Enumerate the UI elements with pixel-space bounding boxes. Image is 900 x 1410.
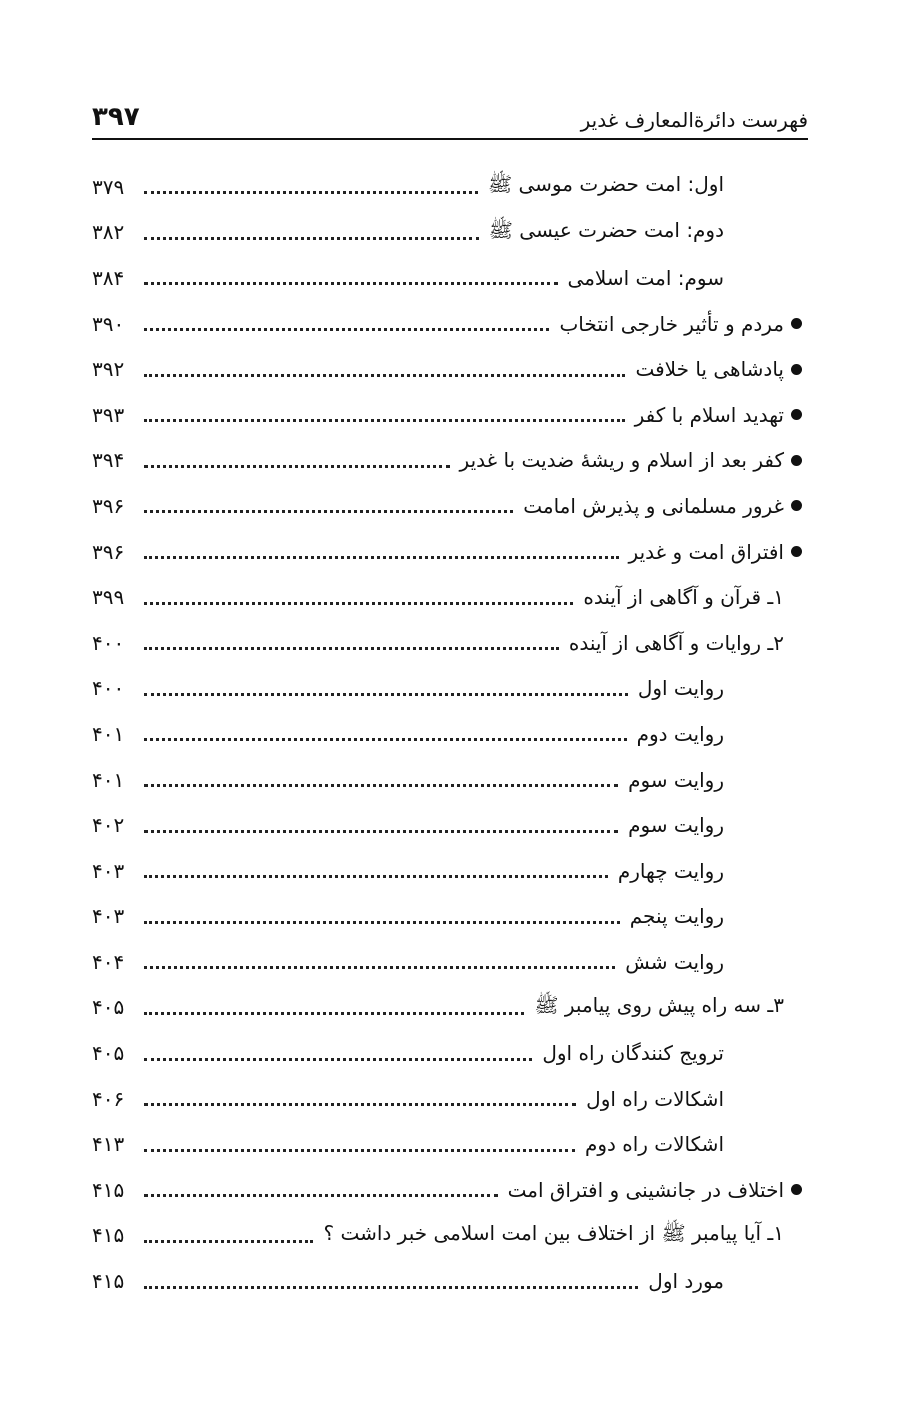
- toc-entry-title: ترویج کنندگان راه اول: [542, 1041, 724, 1066]
- bullet-slot: [784, 1184, 808, 1195]
- toc-entry-title: مردم و تأثیر خارجی انتخاب: [559, 311, 784, 336]
- bullet-icon: [791, 455, 802, 466]
- toc-entry: [92, 802, 808, 848]
- toc-entry: [92, 1121, 808, 1167]
- toc-entry-page: ۴۰۶: [92, 1086, 125, 1111]
- dot-leader: [144, 1012, 524, 1015]
- bullet-slot: [784, 318, 808, 329]
- toc-entry-page: ۴۰۳: [92, 904, 125, 929]
- toc-entry-title: مورد اول: [648, 1269, 724, 1294]
- toc-entry-page: ۴۰۳: [92, 858, 125, 883]
- dot-leader: [144, 191, 478, 194]
- toc-entry-page: ۳۷۹: [92, 174, 125, 199]
- toc-entry-title: اشکالات راه اول: [586, 1086, 724, 1111]
- toc-entry: [92, 985, 808, 1031]
- dot-leader: [144, 875, 608, 878]
- dot-leader: [144, 510, 513, 513]
- dot-leader: [144, 693, 628, 696]
- toc-entry: [92, 1213, 808, 1259]
- toc-entry: [92, 529, 808, 575]
- bullet-slot: [784, 455, 808, 466]
- toc-entry: [92, 483, 808, 529]
- dot-leader: [144, 1058, 532, 1061]
- dot-leader: [144, 602, 573, 605]
- dot-leader: [144, 738, 627, 741]
- dot-leader: [144, 1149, 575, 1152]
- toc-entry-page: ۴۰۰: [92, 630, 125, 655]
- toc-entry-title: روایت چهارم: [617, 858, 724, 883]
- toc-entry-title: تهدید اسلام با کفر: [634, 402, 784, 427]
- dot-leader: [144, 282, 558, 285]
- toc-entry-title: روایت پنجم: [629, 904, 724, 929]
- toc-entry: [92, 1076, 808, 1122]
- toc-entry-title: ۱ـ آیا پیامبر ﷺ از اختلاف بین امت اسلامی خبر داشت ؟: [323, 1220, 784, 1245]
- toc-entry: [92, 757, 808, 803]
- toc-entry: [92, 438, 808, 484]
- dot-leader: [144, 374, 625, 377]
- toc-entry-title: اشکالات راه دوم: [584, 1132, 724, 1157]
- bullet-icon: [791, 409, 802, 420]
- toc-entry: [92, 346, 808, 392]
- dot-leader: [144, 1103, 576, 1106]
- toc-entry-title: اول: امت حضرت موسی ﷺ: [487, 172, 724, 197]
- toc-entry-page: ۳۹۶: [92, 493, 125, 518]
- running-header: [92, 92, 808, 140]
- toc-entry-title: ۳ـ سه راه پیش روی پیامبر ﷺ: [534, 992, 784, 1017]
- toc-entry-page: ۴۱۳: [92, 1132, 125, 1157]
- bullet-icon: [791, 1184, 802, 1195]
- toc-entry-page: ۴۰۵: [92, 995, 125, 1020]
- toc-entry-title: روایت اول: [637, 676, 724, 701]
- toc-entry-title: اختلاف در جانشینی و افتراق امت: [507, 1177, 784, 1202]
- dot-leader: [144, 465, 450, 468]
- toc-entry-page: ۳۹۲: [92, 357, 125, 382]
- toc-entry-title: ۲ـ روایات و آگاهی از آینده: [568, 630, 784, 655]
- dot-leader: [144, 1286, 638, 1289]
- toc-entry-page: ۳۹۹: [92, 585, 125, 610]
- toc-entry: [92, 620, 808, 666]
- dot-leader: [144, 1194, 498, 1197]
- toc-entry-page: ۳۸۲: [92, 220, 125, 245]
- bullet-icon: [791, 318, 802, 329]
- toc-entry-page: ۴۱۵: [92, 1177, 125, 1202]
- toc-entry-page: ۳۹۶: [92, 539, 125, 564]
- dot-leader: [144, 647, 559, 650]
- toc-entry-title: روایت سوم: [628, 767, 724, 792]
- toc-entry-page: ۴۰۵: [92, 1041, 125, 1066]
- toc-entry-page: ۳۸۴: [92, 265, 125, 290]
- bullet-slot: [784, 546, 808, 557]
- toc-entry: [92, 255, 808, 301]
- dot-leader: [144, 784, 618, 787]
- dot-leader: [144, 419, 625, 422]
- toc-entry: [92, 711, 808, 757]
- toc-entry-title: پادشاهی یا خلافت: [635, 357, 784, 382]
- toc-entry-title: روایت دوم: [636, 721, 724, 746]
- toc-entry-page: ۴۰۱: [92, 767, 125, 792]
- toc-entry: [92, 574, 808, 620]
- toc-entry: [92, 1258, 808, 1304]
- dot-leader: [144, 328, 549, 331]
- toc-entry-title: دوم: امت حضرت عیسی ﷺ: [488, 217, 724, 242]
- toc-entry: [92, 894, 808, 940]
- toc-entry: [92, 939, 808, 985]
- bullet-slot: [784, 500, 808, 511]
- toc-entry-title: غرور مسلمانی و پذیرش امامت: [523, 493, 784, 518]
- toc-entry-title: روایت شش: [625, 949, 724, 974]
- toc-entry: [92, 848, 808, 894]
- dot-leader: [144, 966, 615, 969]
- toc-entry: [92, 1030, 808, 1076]
- bullet-icon: [791, 364, 802, 375]
- toc-entry: [92, 301, 808, 347]
- dot-leader: [144, 556, 619, 559]
- toc-entry-page: ۳۹۴: [92, 448, 125, 473]
- toc-entry: [92, 666, 808, 712]
- bullet-slot: [784, 409, 808, 420]
- toc-entry-title: افتراق امت و غدیر: [628, 539, 784, 564]
- toc-entry-page: ۴۰۱: [92, 721, 125, 746]
- toc-entry-page: ۳۹۰: [92, 311, 125, 336]
- header-page-number: ۳۹۷: [92, 102, 140, 132]
- toc-entry-title: سوم: امت اسلامی: [567, 265, 724, 290]
- dot-leader: [144, 237, 479, 240]
- dot-leader: [144, 830, 618, 833]
- toc-entry-page: ۴۱۵: [92, 1223, 125, 1248]
- toc-entry-title: ۱ـ قرآن و آگاهی از آینده: [583, 585, 784, 610]
- bullet-icon: [791, 500, 802, 511]
- table-of-contents: [92, 164, 808, 1304]
- bullet-icon: [791, 546, 802, 557]
- toc-entry: [92, 1167, 808, 1213]
- dot-leader: [144, 921, 620, 924]
- toc-entry-page: ۴۰۰: [92, 676, 125, 701]
- toc-entry-page: ۴۰۲: [92, 813, 125, 838]
- header-title: فهرست دائرةالمعارف غدیر: [580, 108, 808, 132]
- toc-entry-page: ۴۰۴: [92, 949, 125, 974]
- toc-entry-title: کفر بعد از اسلام و ریشهٔ ضدیت با غدیر: [459, 448, 784, 473]
- dot-leader: [144, 1240, 313, 1243]
- toc-entry-page: ۴۱۵: [92, 1269, 125, 1294]
- toc-entry-title: روایت سوم: [628, 813, 724, 838]
- toc-entry: [92, 392, 808, 438]
- toc-entry: [92, 210, 808, 256]
- toc-entry: [92, 164, 808, 210]
- toc-entry-page: ۳۹۳: [92, 402, 125, 427]
- bullet-slot: [784, 364, 808, 375]
